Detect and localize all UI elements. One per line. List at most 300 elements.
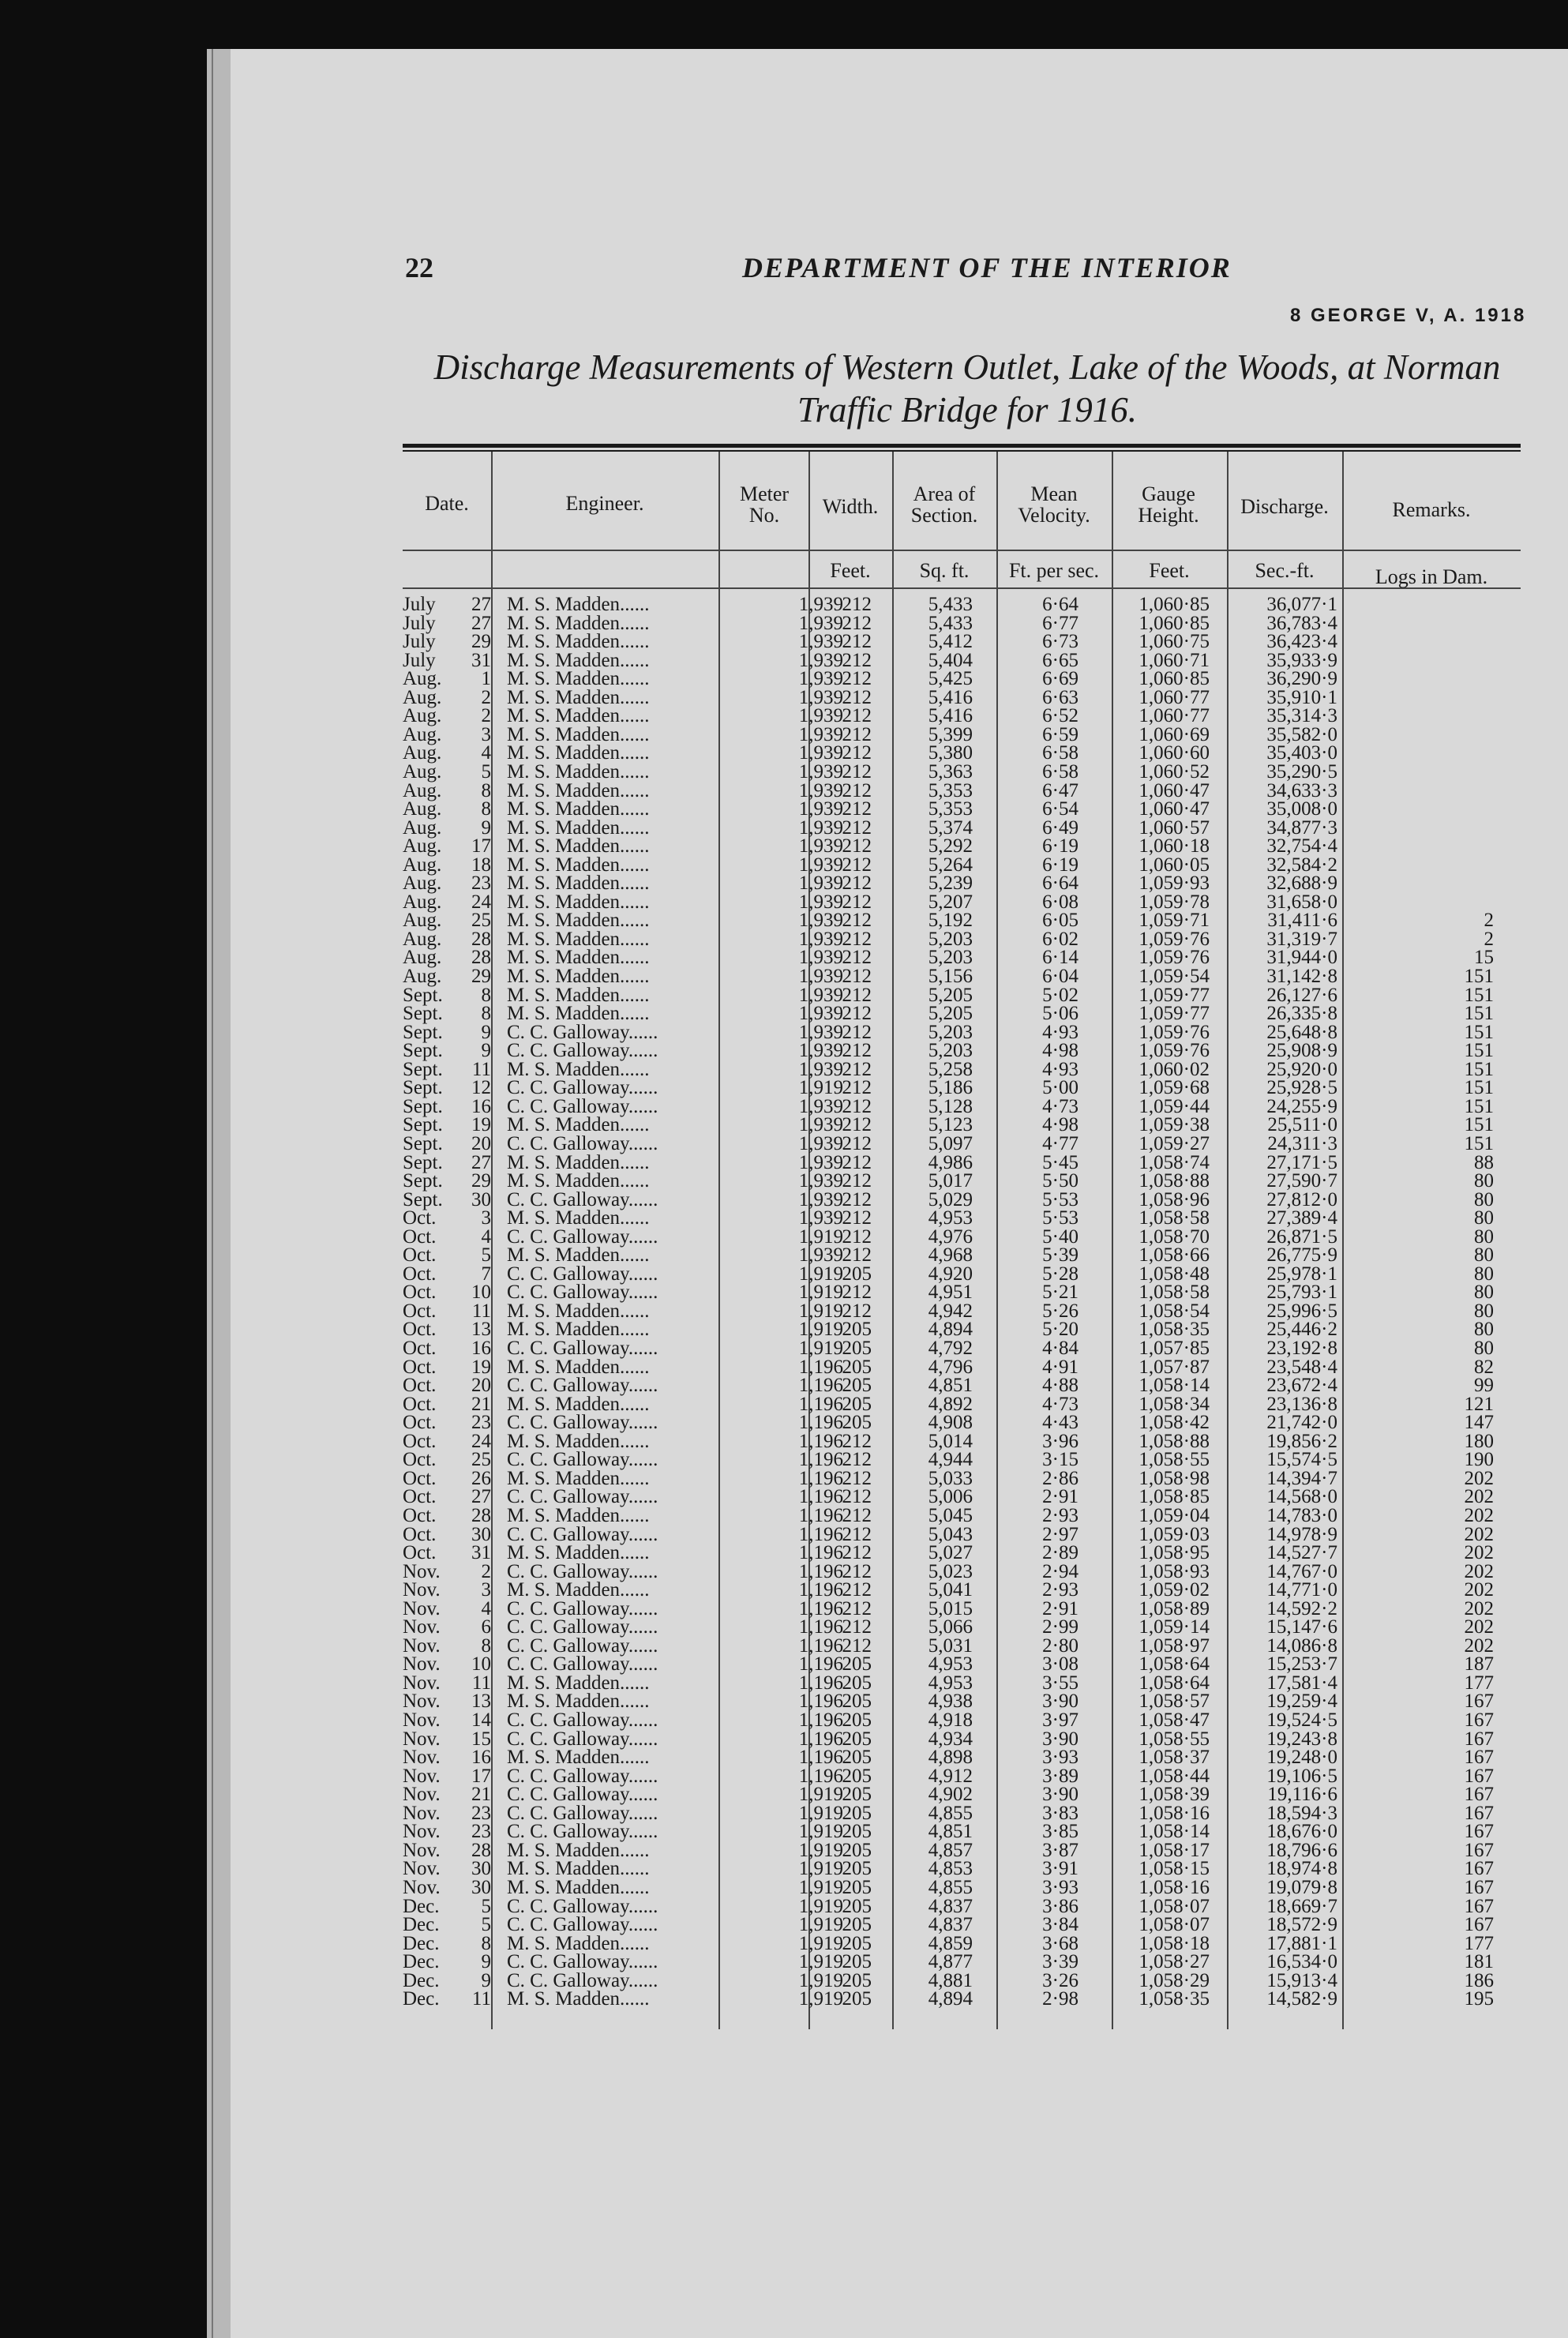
cell-meter: 1,939 — [798, 891, 843, 913]
cell-day: 8 — [481, 1003, 491, 1025]
cell-remarks: 151 — [1464, 1114, 1494, 1136]
cell-velocity: 6·54 — [1042, 798, 1078, 820]
cell-velocity: 2·98 — [1042, 1988, 1078, 2010]
cell-day: 29 — [471, 631, 491, 653]
cell-width: 212 — [842, 873, 872, 895]
cell-gauge: 1,060·57 — [1138, 816, 1210, 839]
cell-day: 4 — [481, 1225, 491, 1248]
cell-width: 212 — [842, 928, 872, 950]
cell-velocity: 4·73 — [1042, 1393, 1078, 1415]
cell-day: 27 — [471, 1151, 491, 1173]
cell-area: 4,918 — [928, 1709, 973, 1731]
cell-engineer: C. C. Galloway...... — [507, 1709, 658, 1731]
cell-engineer: M. S. Madden...... — [507, 1300, 650, 1322]
cell-gauge: 1,058·58 — [1138, 1282, 1210, 1304]
table-row — [403, 1655, 1521, 1674]
cell-velocity: 6·02 — [1042, 928, 1078, 950]
cell-gauge: 1,059·76 — [1138, 1021, 1210, 1043]
cell-day: 9 — [481, 1951, 491, 1973]
table-row — [403, 1209, 1521, 1228]
table-row — [403, 911, 1521, 930]
cell-gauge: 1,058·14 — [1138, 1821, 1210, 1843]
cell-month: Aug. — [403, 668, 442, 690]
cell-day: 11 — [471, 1300, 491, 1322]
table-row — [403, 1041, 1521, 1060]
cell-day: 5 — [481, 1914, 491, 1936]
cell-day: 27 — [471, 1486, 491, 1508]
cell-discharge: 15,574·5 — [1266, 1449, 1337, 1471]
cell-width: 212 — [842, 760, 872, 782]
cell-engineer: M. S. Madden...... — [507, 760, 650, 782]
cell-meter: 1,939 — [798, 1095, 843, 1117]
cell-month: Nov. — [403, 1709, 441, 1731]
cell-remarks: 202 — [1464, 1616, 1494, 1638]
cell-remarks: 80 — [1474, 1225, 1494, 1248]
cell-width: 212 — [842, 1170, 872, 1192]
cell-day: 29 — [471, 1170, 491, 1192]
cell-area: 5,031 — [928, 1634, 973, 1657]
cell-engineer: M. S. Madden...... — [507, 1988, 650, 2010]
cell-remarks: 80 — [1474, 1207, 1494, 1229]
cell-discharge: 19,524·5 — [1266, 1709, 1337, 1731]
cell-engineer: C. C. Galloway...... — [507, 1802, 658, 1824]
cell-month: Oct. — [403, 1542, 437, 1564]
table-row — [403, 1581, 1521, 1600]
cell-engineer: C. C. Galloway...... — [507, 1263, 658, 1285]
cell-engineer: M. S. Madden...... — [507, 873, 650, 895]
cell-velocity: 6·47 — [1042, 779, 1078, 801]
cell-width: 212 — [842, 891, 872, 913]
top-rule-thick — [403, 444, 1521, 448]
cell-engineer: C. C. Galloway...... — [507, 1653, 658, 1676]
cell-month: Sept. — [403, 1132, 443, 1154]
cell-discharge: 16,534·0 — [1266, 1951, 1337, 1973]
cell-velocity: 3·89 — [1042, 1765, 1078, 1787]
cell-remarks: 177 — [1464, 1932, 1494, 1954]
cell-meter: 1,919 — [798, 1802, 843, 1824]
cell-meter: 1,939 — [798, 835, 843, 858]
cell-discharge: 14,592·2 — [1266, 1597, 1337, 1619]
cell-remarks: 151 — [1464, 1040, 1494, 1062]
cell-engineer: M. S. Madden...... — [507, 798, 650, 820]
cell-width: 205 — [842, 1951, 872, 1973]
cell-day: 3 — [481, 1579, 491, 1601]
cell-velocity: 6·19 — [1042, 854, 1078, 876]
cell-gauge: 1,058·95 — [1138, 1542, 1210, 1564]
cell-month: Aug. — [403, 798, 442, 820]
cell-month: Aug. — [403, 705, 442, 727]
cell-velocity: 4·84 — [1042, 1338, 1078, 1359]
cell-day: 24 — [471, 891, 491, 913]
cell-width: 212 — [842, 1300, 872, 1322]
cell-engineer: M. S. Madden...... — [507, 1747, 650, 1769]
cell-discharge: 14,527·7 — [1266, 1542, 1337, 1564]
cell-month: Sept. — [403, 1188, 443, 1210]
cell-meter: 1,939 — [798, 1207, 843, 1229]
cell-width: 212 — [842, 1449, 872, 1471]
cell-gauge: 1,059·68 — [1138, 1077, 1210, 1099]
cell-area: 4,944 — [928, 1449, 973, 1471]
cell-engineer: M. S. Madden...... — [507, 1858, 650, 1880]
cell-area: 4,902 — [928, 1784, 973, 1806]
cell-area: 5,017 — [928, 1170, 973, 1192]
cell-gauge: 1,060·47 — [1138, 779, 1210, 801]
table-row — [403, 723, 1521, 745]
table-row — [403, 1953, 1521, 1972]
cell-area: 5,027 — [928, 1542, 973, 1564]
cell-month: Nov. — [403, 1653, 441, 1676]
cell-width: 212 — [842, 668, 872, 690]
running-head: DEPARTMENT OF THE INTERIOR — [742, 252, 1232, 283]
cell-day: 16 — [471, 1747, 491, 1769]
cell-remarks: 167 — [1464, 1895, 1494, 1917]
cell-discharge: 15,253·7 — [1266, 1653, 1337, 1676]
cell-velocity: 6·64 — [1042, 873, 1078, 895]
cell-gauge: 1,058·88 — [1138, 1430, 1210, 1452]
cell-meter: 1,939 — [798, 1188, 843, 1210]
cell-month: Sept. — [403, 984, 443, 1006]
cell-discharge: 35,290·5 — [1266, 760, 1337, 782]
cell-discharge: 23,548·4 — [1266, 1356, 1337, 1378]
cell-day: 2 — [481, 705, 491, 727]
cell-gauge: 1,059·93 — [1138, 873, 1210, 895]
cell-velocity: 5·53 — [1042, 1188, 1078, 1210]
cell-velocity: 6·14 — [1042, 947, 1078, 969]
cell-discharge: 31,319·7 — [1266, 928, 1337, 950]
cell-width: 205 — [842, 1988, 872, 2010]
cell-discharge: 24,255·9 — [1266, 1095, 1337, 1117]
cell-discharge: 31,944·0 — [1266, 947, 1337, 969]
cell-engineer: M. S. Madden...... — [507, 1579, 650, 1601]
cell-area: 5,041 — [928, 1579, 973, 1601]
page-gutter — [207, 49, 231, 2338]
cell-month: Oct. — [403, 1356, 437, 1378]
cell-month: Aug. — [403, 835, 442, 858]
cell-engineer: C. C. Galloway...... — [507, 1225, 658, 1248]
cell-area: 4,851 — [928, 1821, 973, 1843]
cell-day: 21 — [471, 1393, 491, 1415]
cell-month: Sept. — [403, 1040, 443, 1062]
cell-discharge: 25,920·0 — [1266, 1058, 1337, 1080]
cell-width: 205 — [842, 1412, 872, 1434]
cell-meter: 1,196 — [798, 1449, 843, 1471]
cell-width: 212 — [842, 1207, 872, 1229]
cell-engineer: M. S. Madden...... — [507, 816, 650, 839]
cell-engineer: C. C. Galloway...... — [507, 1821, 658, 1843]
table-row — [403, 1246, 1521, 1265]
table-row — [403, 1692, 1521, 1711]
cell-month: Nov. — [403, 1802, 441, 1824]
cell-month: Sept. — [403, 1077, 443, 1099]
cell-discharge: 18,594·3 — [1266, 1802, 1337, 1824]
cell-day: 2 — [481, 1560, 491, 1582]
cell-area: 5,123 — [928, 1114, 973, 1136]
cell-discharge: 27,812·0 — [1266, 1188, 1337, 1210]
cell-gauge: 1,057·87 — [1138, 1356, 1210, 1378]
cell-discharge: 35,933·9 — [1266, 649, 1337, 671]
cell-discharge: 23,192·8 — [1266, 1338, 1337, 1359]
cell-meter: 1,939 — [798, 631, 843, 653]
cell-gauge: 1,058·64 — [1138, 1653, 1210, 1676]
cell-meter: 1,196 — [798, 1597, 843, 1619]
cell-meter: 1,939 — [798, 760, 843, 782]
cell-month: Sept. — [403, 1095, 443, 1117]
cell-month: Oct. — [403, 1338, 437, 1359]
table-row — [403, 707, 1521, 726]
cell-engineer: M. S. Madden...... — [507, 1932, 650, 1954]
cell-meter: 1,196 — [798, 1728, 843, 1750]
cell-remarks: 99 — [1474, 1375, 1494, 1397]
cell-remarks: 80 — [1474, 1319, 1494, 1341]
cell-width: 212 — [842, 1579, 872, 1601]
cell-day: 9 — [481, 1021, 491, 1043]
cell-velocity: 3·90 — [1042, 1784, 1078, 1806]
cell-area: 5,380 — [928, 742, 973, 764]
cell-month: July — [403, 649, 436, 671]
cell-engineer: M. S. Madden...... — [507, 1876, 650, 1898]
cell-velocity: 6·58 — [1042, 742, 1078, 764]
cell-engineer: C. C. Galloway...... — [507, 1021, 658, 1043]
cell-width: 205 — [842, 1821, 872, 1843]
cell-velocity: 3·87 — [1042, 1839, 1078, 1861]
cell-day: 8 — [481, 779, 491, 801]
cell-meter: 1,939 — [798, 742, 843, 764]
cell-day: 30 — [471, 1876, 491, 1898]
cell-velocity: 3·93 — [1042, 1876, 1078, 1898]
table-row — [403, 1990, 1521, 2009]
cell-gauge: 1,059·71 — [1138, 910, 1210, 932]
cell-velocity: 2·86 — [1042, 1467, 1078, 1489]
cell-meter: 1,939 — [798, 1058, 843, 1080]
cell-engineer: M. S. Madden...... — [507, 723, 650, 745]
cell-area: 5,203 — [928, 928, 973, 950]
cell-area: 4,968 — [928, 1244, 973, 1267]
table-row — [403, 1132, 1521, 1154]
cell-engineer: M. S. Madden...... — [507, 594, 650, 615]
cell-width: 205 — [842, 1263, 872, 1285]
cell-month: Oct. — [403, 1523, 437, 1545]
cell-remarks: 151 — [1464, 1077, 1494, 1099]
cell-area: 4,934 — [928, 1728, 973, 1750]
cell-day: 10 — [471, 1653, 491, 1676]
cell-area: 5,416 — [928, 686, 973, 708]
cell-day: 4 — [481, 742, 491, 764]
cell-velocity: 2·97 — [1042, 1523, 1078, 1545]
cell-width: 212 — [842, 984, 872, 1006]
cell-gauge: 1,060·77 — [1138, 705, 1210, 727]
cell-gauge: 1,058·47 — [1138, 1709, 1210, 1731]
cell-engineer: M. S. Madden...... — [507, 1207, 650, 1229]
cell-remarks: 88 — [1474, 1151, 1494, 1173]
cell-width: 205 — [842, 1375, 872, 1397]
cell-month: Nov. — [403, 1634, 441, 1657]
cell-velocity: 4·93 — [1042, 1021, 1078, 1043]
cell-meter: 1,196 — [798, 1430, 843, 1452]
cell-discharge: 18,669·7 — [1266, 1895, 1337, 1917]
table-row — [403, 1504, 1521, 1526]
cell-month: Sept. — [403, 1058, 443, 1080]
cell-gauge: 1,060·85 — [1138, 594, 1210, 615]
cell-width: 212 — [842, 1244, 872, 1267]
cell-discharge: 19,106·5 — [1266, 1765, 1337, 1787]
cell-engineer: M. S. Madden...... — [507, 1504, 650, 1526]
table-row — [403, 1151, 1521, 1173]
table-row — [403, 1711, 1521, 1730]
cell-engineer: M. S. Madden...... — [507, 984, 650, 1006]
cell-gauge: 1,058·57 — [1138, 1691, 1210, 1713]
header-rule — [403, 550, 1521, 551]
cell-meter: 1,939 — [798, 1132, 843, 1154]
cell-engineer: M. S. Madden...... — [507, 835, 650, 858]
cell-gauge: 1,059·54 — [1138, 966, 1210, 987]
cell-month: Dec. — [403, 1914, 440, 1936]
cell-day: 28 — [471, 928, 491, 950]
cell-gauge: 1,058·58 — [1138, 1207, 1210, 1229]
cell-gauge: 1,058·64 — [1138, 1672, 1210, 1694]
cell-meter: 1,939 — [798, 854, 843, 876]
cell-width: 212 — [842, 1504, 872, 1526]
cell-discharge: 19,243·8 — [1266, 1728, 1337, 1750]
unit-velocity: Ft. per sec. — [1008, 559, 1100, 582]
col-header-velocity: Mean Velocity. — [1018, 482, 1090, 527]
cell-area: 5,203 — [928, 947, 973, 969]
cell-gauge: 1,058·54 — [1138, 1300, 1210, 1322]
cell-day: 12 — [471, 1077, 491, 1099]
cell-width: 205 — [842, 1969, 872, 1991]
cell-day: 14 — [471, 1709, 491, 1731]
cell-width: 205 — [842, 1709, 872, 1731]
cell-width: 205 — [842, 1653, 872, 1676]
cell-meter: 1,919 — [798, 1914, 843, 1936]
cell-meter: 1,939 — [798, 798, 843, 820]
cell-discharge: 25,511·0 — [1267, 1114, 1337, 1136]
cell-velocity: 3·55 — [1042, 1672, 1078, 1694]
table-row — [403, 800, 1521, 819]
col-header-meter: Meter No. — [739, 482, 790, 527]
cell-velocity: 4·88 — [1042, 1375, 1078, 1397]
cell-width: 212 — [842, 1560, 872, 1582]
unit-discharge: Sec.-ft. — [1255, 559, 1315, 582]
cell-discharge: 35,008·0 — [1266, 798, 1337, 820]
cell-area: 5,205 — [928, 984, 973, 1006]
cell-area: 5,015 — [928, 1597, 973, 1619]
cell-meter: 1,196 — [798, 1356, 843, 1378]
cell-area: 4,951 — [928, 1282, 973, 1304]
cell-velocity: 5·02 — [1042, 984, 1078, 1006]
cell-meter: 1,939 — [798, 1170, 843, 1192]
table-row — [403, 1730, 1521, 1749]
cell-month: Oct. — [403, 1467, 437, 1489]
cell-meter: 1,939 — [798, 1003, 843, 1025]
cell-area: 5,292 — [928, 835, 973, 858]
cell-area: 5,045 — [928, 1504, 973, 1526]
cell-month: Oct. — [403, 1412, 437, 1434]
cell-area: 4,894 — [928, 1319, 973, 1341]
cell-discharge: 27,389·4 — [1266, 1207, 1337, 1229]
cell-remarks: 80 — [1474, 1244, 1494, 1267]
cell-velocity: 2·91 — [1042, 1597, 1078, 1619]
cell-discharge: 18,796·6 — [1266, 1839, 1337, 1861]
cell-day: 31 — [471, 1542, 491, 1564]
cell-width: 212 — [842, 1040, 872, 1062]
cell-width: 212 — [842, 723, 872, 745]
cell-meter: 1,939 — [798, 723, 843, 745]
cell-gauge: 1,058·48 — [1138, 1263, 1210, 1285]
cell-velocity: 6·59 — [1042, 723, 1078, 745]
cell-remarks: 2 — [1484, 910, 1494, 932]
cell-remarks: 151 — [1464, 1095, 1494, 1117]
cell-remarks: 121 — [1464, 1393, 1494, 1415]
unit-area: Sq. ft. — [919, 559, 970, 582]
cell-meter: 1,919 — [798, 1784, 843, 1806]
cell-day: 23 — [471, 873, 491, 895]
table-row — [403, 1916, 1521, 1935]
cell-remarks: 202 — [1464, 1486, 1494, 1508]
cell-discharge: 36,783·4 — [1266, 612, 1337, 634]
cell-discharge: 14,783·0 — [1266, 1504, 1337, 1526]
cell-velocity: 6·69 — [1042, 668, 1078, 690]
cell-engineer: M. S. Madden...... — [507, 742, 650, 764]
cell-remarks: 202 — [1464, 1597, 1494, 1619]
cell-month: Nov. — [403, 1616, 441, 1638]
table-row — [403, 1060, 1521, 1079]
cell-width: 212 — [842, 779, 872, 801]
cell-discharge: 18,572·9 — [1266, 1914, 1337, 1936]
cell-meter: 1,919 — [798, 1225, 843, 1248]
cell-month: Nov. — [403, 1839, 441, 1861]
cell-remarks: 202 — [1464, 1579, 1494, 1601]
cell-day: 19 — [471, 1356, 491, 1378]
cell-meter: 1,196 — [798, 1634, 843, 1657]
cell-gauge: 1,060·69 — [1138, 723, 1210, 745]
table-row — [403, 1878, 1521, 1897]
cell-engineer: M. S. Madden...... — [507, 612, 650, 634]
cell-remarks: 195 — [1464, 1988, 1494, 2010]
cell-velocity: 5·20 — [1042, 1319, 1078, 1341]
cell-meter: 1,196 — [798, 1653, 843, 1676]
cell-month: Nov. — [403, 1876, 441, 1898]
cell-area: 5,412 — [928, 631, 973, 653]
cell-discharge: 19,079·8 — [1266, 1876, 1337, 1898]
cell-area: 5,433 — [928, 612, 973, 634]
cell-engineer: M. S. Madden...... — [507, 1672, 650, 1694]
cell-engineer: M. S. Madden...... — [507, 705, 650, 727]
cell-gauge: 1,058·93 — [1138, 1560, 1210, 1582]
cell-velocity: 3·86 — [1042, 1895, 1078, 1917]
cell-engineer: M. S. Madden...... — [507, 1244, 650, 1267]
cell-width: 212 — [842, 1021, 872, 1043]
unit-gauge: Feet. — [1149, 559, 1190, 582]
cell-engineer: M. S. Madden...... — [507, 1319, 650, 1341]
table-row — [403, 1450, 1521, 1469]
cell-day: 29 — [471, 966, 491, 987]
cell-discharge: 26,775·9 — [1266, 1244, 1337, 1267]
cell-discharge: 25,908·9 — [1266, 1040, 1337, 1062]
table-row — [403, 670, 1521, 689]
cell-velocity: 3·68 — [1042, 1932, 1078, 1954]
cell-engineer: C. C. Galloway...... — [507, 1449, 658, 1471]
cell-gauge: 1,059·76 — [1138, 928, 1210, 950]
cell-meter: 1,196 — [798, 1467, 843, 1489]
cell-velocity: 6·65 — [1042, 649, 1078, 671]
table-row — [403, 779, 1521, 801]
cell-meter: 1,939 — [798, 1114, 843, 1136]
cell-meter: 1,919 — [798, 1839, 843, 1861]
cell-remarks: 167 — [1464, 1802, 1494, 1824]
cell-month: July — [403, 631, 436, 653]
cell-engineer: C. C. Galloway...... — [507, 1951, 658, 1973]
cell-meter: 1,196 — [798, 1672, 843, 1694]
